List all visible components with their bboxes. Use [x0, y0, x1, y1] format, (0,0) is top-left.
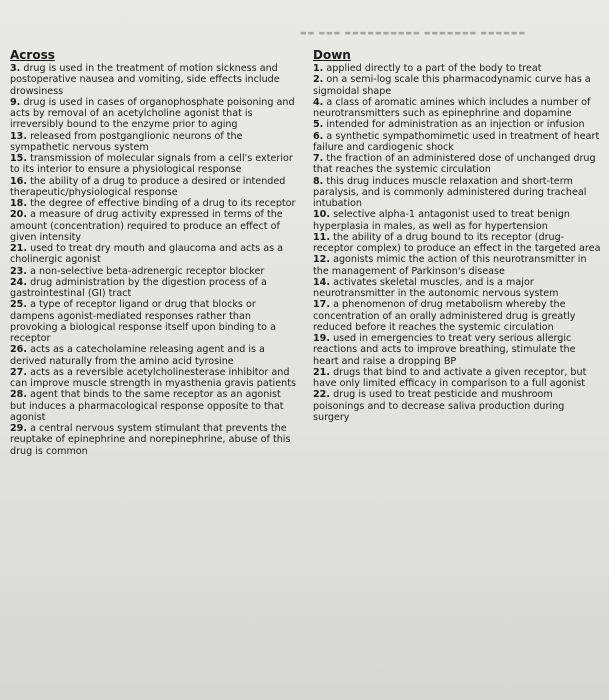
across-heading: Across [10, 48, 55, 62]
clue-text: intended for administration as an injection or infusion [326, 119, 585, 131]
down-clue [313, 333, 603, 367]
across-clue [10, 176, 298, 199]
clue-number: 1. [313, 63, 324, 74]
clue-number: 4. [313, 96, 324, 108]
clue-number: 19. [313, 333, 330, 344]
clue-number: 15. [10, 153, 27, 164]
across-clue [10, 131, 298, 154]
clue-number: 22. [313, 389, 330, 401]
down-clue [313, 232, 603, 255]
clue-number: 29. [10, 423, 27, 434]
down-clue [313, 176, 603, 210]
clue-number: 7. [313, 153, 324, 164]
across-clue [10, 198, 298, 209]
down-clue [313, 153, 603, 176]
clue-number: 26. [10, 344, 27, 356]
clue-number: 8. [313, 175, 324, 187]
clue-text: the degree of effective binding of a drug to its receptor [30, 198, 296, 209]
across-clue [10, 209, 298, 243]
clue-number: 2. [313, 74, 324, 86]
clue-number: 28. [10, 389, 27, 401]
down-clue [313, 209, 603, 232]
clue-text: agonists mimic the action of this neurotransmitter in the management of Parkinson's disease [313, 254, 587, 277]
clue-number: 14. [313, 276, 330, 288]
clue-text: a phenomenon of drug metabolism whereby the concentration of an orally administered drug is greatly reduced before it reaches the systemic circulation [313, 299, 576, 333]
clue-text: drugs that bind to and activate a given receptor, but have only limited efficacy in comparison to a full agonist [313, 366, 587, 389]
clue-number: 23. [10, 265, 27, 277]
down-clue [313, 367, 603, 390]
clue-text: acts as a reversible acetylcholinesterase inhibitor and can improve muscle strength in myasthenia gravis patients [10, 366, 296, 389]
clue-text: the ability of a drug to produce a desired or intended therapeutic/physiological response [10, 175, 286, 198]
clue-number: 20. [10, 209, 27, 221]
clue-text: the fraction of an administered dose of unchanged drug that reaches the systemic circulation [313, 153, 596, 176]
across-clue [10, 63, 298, 97]
across-clue [10, 153, 298, 176]
across-clue [10, 299, 298, 344]
clue-number: 21. [313, 366, 330, 378]
across-clue [10, 367, 298, 390]
clue-text: a measure of drug activity expressed in terms of the amount (concentration) required to produce an effect of given intensity [10, 209, 283, 243]
across-clue [10, 277, 298, 300]
clue-text: a non-selective beta-adrenergic receptor blocker [30, 265, 265, 277]
clue-number: 17. [313, 299, 330, 311]
clue-text: a synthetic sympathomimetic used in treatment of heart failure and cardiogenic shock [313, 130, 600, 153]
clue-number: 18. [10, 198, 27, 209]
clue-number: 3. [10, 63, 21, 74]
clue-text: released from postganglionic neurons of the sympathetic nervous system [10, 130, 243, 153]
across-clue [10, 266, 298, 277]
clue-text: a type of receptor ligand or drug that blocks or dampens agonist-mediated responses rather than provoking a biological response itself upon binding to a receptor [10, 299, 276, 344]
clue-text: on a semi-log scale this pharmacodynamic curve has a sigmoidal shape [313, 74, 591, 97]
cutoff-text-strip: ▬▬ ▬▬▬ ▬▬▬▬▬▬▬▬▬▬ ▬▬▬▬▬▬▬ ▬▬▬▬▬▬ [300, 30, 527, 36]
clue-text: drug is used in the treatment of motion sickness and postoperative nausea and vomiting, side effects include drowsiness [10, 63, 280, 97]
clue-number: 10. [313, 209, 330, 221]
clue-text: activates skeletal muscles, and is a major neurotransmitter in the autonomic nervous system [313, 276, 559, 299]
down-heading: Down [313, 48, 351, 62]
clue-text: applied directly to a part of the body to treat [326, 63, 542, 74]
clue-number: 12. [313, 254, 330, 266]
down-clue [313, 131, 603, 154]
clue-text: used in emergencies to treat very serious allergic reactions and acts to improve breathing, stimulate the heart and raise a dropping BP [313, 333, 576, 367]
clue-number: 21. [10, 243, 27, 254]
across-column [10, 49, 298, 457]
down-clue [313, 254, 603, 277]
across-clue [10, 423, 298, 457]
across-clue [10, 344, 298, 367]
clue-text: drug is used in cases of organophosphate poisoning and acts by removal of an acetylcholine agonist that is irreversibly bound to the enzyme prior to aging [10, 96, 295, 131]
clue-text: selective alpha-1 antagonist used to treat benign hyperplasia in males, as well as for hypertension [313, 209, 570, 232]
down-clue [313, 74, 603, 97]
down-clue-list [313, 63, 603, 423]
down-clue [313, 63, 603, 74]
clue-number: 24. [10, 276, 27, 288]
down-clue [313, 277, 603, 300]
down-clue [313, 299, 603, 333]
clue-text: drug administration by the digestion process of a gastrointestinal (GI) tract [10, 276, 267, 299]
down-column [313, 49, 603, 423]
clue-number: 13. [10, 130, 27, 142]
clue-text: drug is used to treat pesticide and mushroom poisonings and to decrease saliva production during surgery [313, 389, 565, 423]
clue-text: used to treat dry mouth and glaucoma and acts as a cholinergic agonist [10, 243, 283, 266]
clue-number: 9. [10, 96, 21, 108]
clue-number: 6. [313, 130, 324, 142]
down-clue [313, 119, 603, 130]
down-clue [313, 389, 603, 423]
clue-text: a class of aromatic amines which includes a number of neurotransmitters such as epinephrine and dopamine [313, 96, 591, 119]
clue-text: this drug induces muscle relaxation and short-term paralysis, and is commonly administered during tracheal intubation [313, 175, 587, 209]
clue-text: the ability of a drug bound to its receptor (drug-receptor complex) to produce an effect in the targeted area [313, 231, 601, 254]
clue-number: 25. [10, 299, 27, 311]
clue-number: 16. [10, 175, 27, 187]
clue-text: a central nervous system stimulant that prevents the reuptake of epinephrine and norepinephrine, abuse of this drug is common [10, 423, 291, 457]
clue-text: transmission of molecular signals from a cell's exterior to its interior to ensure a physiological response [10, 153, 293, 176]
clue-number: 5. [313, 119, 324, 131]
clue-number: 11. [313, 231, 330, 243]
clue-text: agent that binds to the same receptor as an agonist but induces a pharmacological response opposite to that agonist [10, 389, 284, 423]
clue-text: acts as a catecholamine releasing agent and is a derived naturally from the amino acid tyrosine [10, 344, 265, 367]
across-clue [10, 243, 298, 266]
across-clue-list [10, 63, 298, 457]
clue-number: 27. [10, 366, 27, 378]
across-clue [10, 97, 298, 131]
across-clue [10, 389, 298, 423]
down-clue [313, 97, 603, 120]
